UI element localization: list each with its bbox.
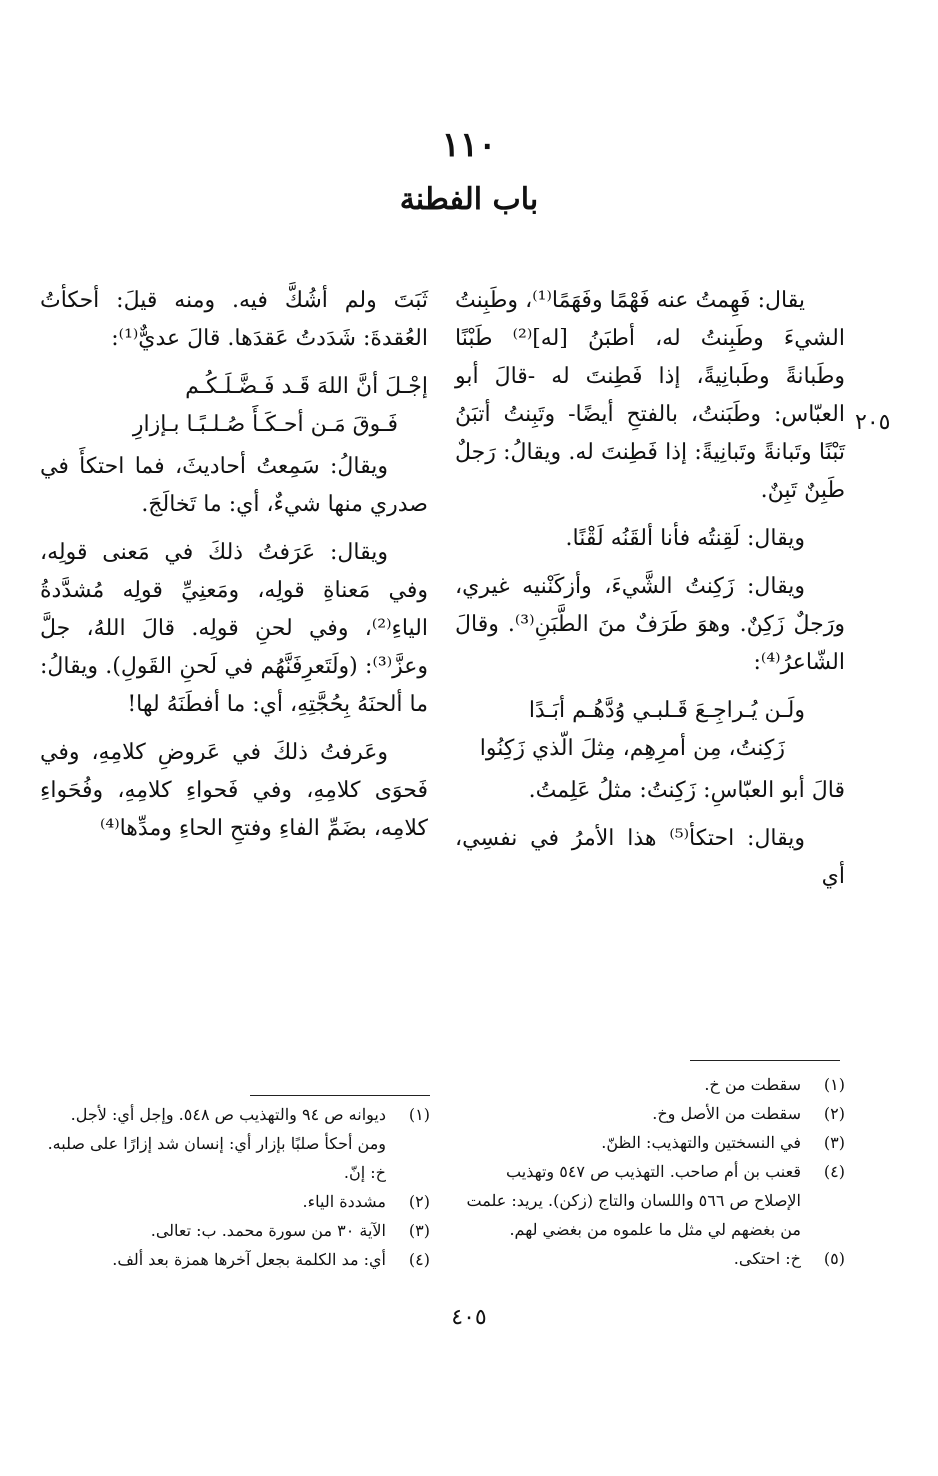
footnote-number: (٢) — [823, 1104, 845, 1123]
footnote — [40, 1245, 430, 1274]
page-number: ٤٠٥ — [451, 1305, 487, 1330]
verse-line: زَكِنتُ، مِن أمرِهِم، مِثلَ الّذي زَكِنُوا — [479, 736, 785, 761]
footnote-text: قعنب بن أم صاحب. التهذيب ص ٥٤٧ وتهذيب الإصلاح ص ٥٦٦ واللسان والتاج (زكن). يريد: علمت من بغضهم لي مثل ما علموه من بغضي لهم. — [466, 1162, 801, 1239]
footnote — [455, 1128, 845, 1157]
footnote-number: (١) — [408, 1105, 430, 1124]
footnote — [455, 1070, 845, 1099]
footnote-divider — [690, 1060, 840, 1061]
footnote-text: في النسختين والتهذيب: الظنّ. — [601, 1133, 801, 1152]
footnote-divider — [250, 1095, 430, 1096]
paragraph: وعَرفتُ ذلكَ في عَروضِ كلامِهِ، وفي فَحوَى كلامِهِ، وفي فَحواءِ كلامِهِ، وفُحَواءِ كلامِه، بضَمِّ الفاءِ وفتحِ الحاءِ ومدِّها⁽⁴⁾ — [40, 740, 428, 841]
paragraph: ثَبَتَ ولم أشُكَّ فيه. ومنه قيلَ: أحكأتُ العُقدةَ: شَدَدتُ عَقدَها. قالَ عديٌّ⁽¹⁾: — [40, 288, 428, 351]
footnote — [455, 1099, 845, 1128]
footnote-text: مشددة الياء. — [302, 1192, 386, 1211]
paragraph: ويقال: احتكأ⁽⁵⁾ هذا الأمرُ في نفسِي، أي — [455, 826, 845, 889]
footnote-text: خ: احتكى. — [733, 1249, 801, 1268]
footnote — [40, 1100, 430, 1187]
right-column — [455, 282, 845, 906]
footnote-number: (١) — [823, 1075, 845, 1094]
footnote — [455, 1157, 845, 1244]
footnote-number: (٢) — [408, 1192, 430, 1211]
footnote-number: (٣) — [408, 1221, 430, 1240]
paragraph: قالَ أبو العبّاسِ: زَكِنتُ: مثلُ عَلِمتُ. — [528, 778, 845, 803]
footnote-text: أي: مد الكلمة بجعل آخرها همزة بعد ألف. — [112, 1250, 386, 1269]
paragraph: ويقال: عَرَفتُ ذلكَ في مَعنى قولِه، وفي مَعناةِ قولِه، ومَعنِيِّ قولِه مُشدَّدةُ الياءِ⁽²⁾، وفي لحنِ قولِه. قالَ اللهُ، جلَّ وعزَّ⁽³⁾: (ولَتَعرِفَنَّهُم في لَحنِ القَولِ). ويقالُ: ما ألحنَهُ بِحُجَّتِهِ، أي: ما أفطَنَهُ لها! — [40, 540, 428, 717]
footnote-number: (٤) — [823, 1162, 845, 1181]
footnote — [455, 1244, 845, 1273]
paragraph: ويقال: لَقِنتُه فأنا ألقَنُه لَقْنًا. — [565, 526, 805, 551]
margin-line-number: ٢٠٥ — [855, 410, 891, 435]
footnote — [40, 1187, 430, 1216]
footnote-number: (٥) — [823, 1249, 845, 1268]
footnotes-right — [455, 1070, 845, 1273]
verse-line: ولَـن يُـراجِـعَ قَـلبـي وُدَّهُـم أبَـدًا — [528, 698, 805, 723]
paragraph: يقال: فَهِمتُ عنه فَهْمًا وفَهَمًا⁽¹⁾، وطَبِنتُ الشيءَ وطَبِنتُ له، أطبَنُ [له]⁽²⁾ طَبْنًا وطَبانةً وطَبانِيةً، إذا فَطِنتَ له -قالَ أبو العبّاس: وطَبَنتُ، بالفتحِ أيضًا- وتَبِنتُ أتبَنُ تَبْنًا وتَبانةً وتَبانِيةً: إذا فَطِنتَ له. ويقالُ: رَجلٌ طَبِنٌ تَبِنٌ. — [455, 288, 845, 503]
verse-line: فَـوقَ مَـن أحـكَـأَ صُـلـبًـا بـإزارِ — [132, 412, 398, 437]
footnote-number: (٤) — [408, 1250, 430, 1269]
chapter-title: باب الفطنة — [399, 182, 539, 217]
footnote-text: ديوانه ص ٩٤ والتهذيب ص ٥٤٨. وإجل أي: لأجل. ومن أحكأ صلبًا بإزار أي: إنسان شد إزارًا على صلبه. خ: إنّ. — [47, 1105, 386, 1182]
footnote — [40, 1216, 430, 1245]
left-column — [40, 282, 428, 858]
footnote-text: سقطت من خ. — [704, 1075, 801, 1094]
paragraph: ويقالُ: سَمِعتُ أحاديثَ، فما احتكأَ في صدري منها شيءٌ، أي: ما تَخالَجَ. — [40, 454, 428, 517]
chapter-number: ١١٠ — [441, 125, 497, 165]
footnote-text: الآية ٣٠ من سورة محمد. ب: تعالى. — [150, 1221, 386, 1240]
verse — [40, 368, 428, 444]
paragraph: ويقال: زَكِنتُ الشَّيءَ، وأزكَنْنيه غيري، ورَجلٌ زَكِنٌ. وهوَ طَرَفٌ منَ الطَّبَنِ⁽³⁾. وقالَ الشّاعرُ⁽⁴⁾: — [455, 574, 846, 675]
verse-line: إجْـلَ أنَّ اللهَ قَـد فَـضَّـلَـكُـم — [185, 374, 428, 399]
footnote-text: سقطت من الأصل وخ. — [652, 1104, 801, 1123]
footnotes-left — [40, 1100, 430, 1274]
verse — [455, 692, 845, 768]
footnote-number: (٣) — [823, 1133, 845, 1152]
